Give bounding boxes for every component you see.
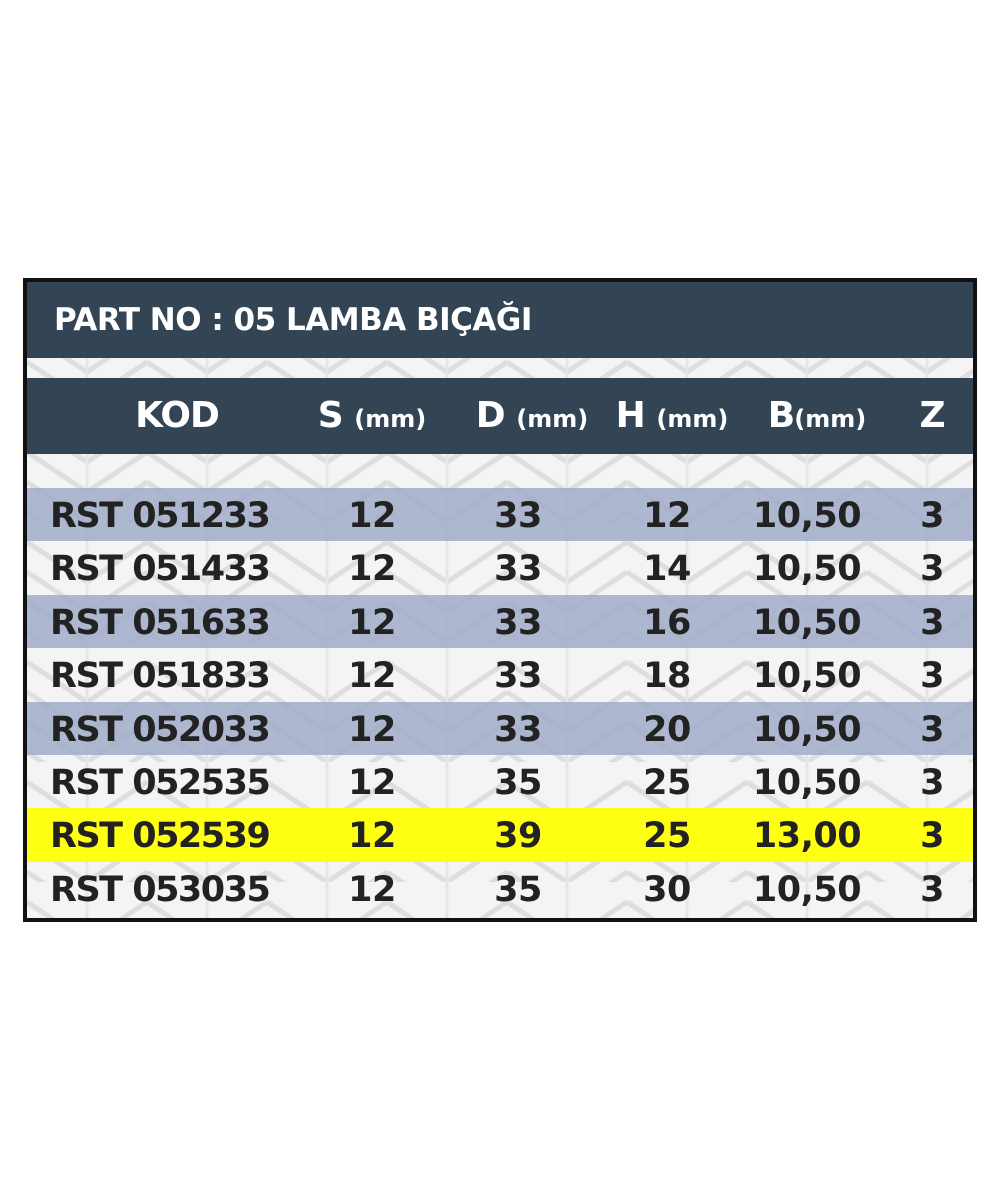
cell-z: 3 [920, 869, 944, 910]
column-header-d: D (mm) [475, 395, 589, 436]
cell-kod: RST 053035 [50, 869, 270, 910]
cell-b: 10,50 [752, 496, 862, 536]
parts-table [23, 278, 977, 922]
cell-z: 3 [920, 602, 944, 643]
cell-d: 33 [494, 549, 542, 590]
column-header-z: Z [919, 395, 945, 436]
table-row [27, 808, 973, 861]
cell-z: 3 [920, 656, 944, 697]
cell-z: 3 [920, 496, 944, 536]
cell-d: 33 [494, 709, 542, 750]
cell-kod: RST 051833 [50, 656, 270, 697]
cell-h: 16 [643, 602, 691, 643]
cell-s: 12 [348, 656, 396, 697]
cell-z: 3 [920, 709, 944, 750]
cell-d: 33 [494, 602, 542, 643]
column-header-h: H (mm) [615, 395, 729, 436]
table-row [27, 862, 973, 915]
cell-s: 12 [348, 602, 396, 643]
table-row [27, 488, 973, 541]
table-title: PART NO : 05 LAMBA BIÇAĞI [27, 282, 973, 358]
column-header-s: S (mm) [317, 395, 427, 436]
cell-s: 12 [348, 816, 396, 857]
cell-b: 13,00 [752, 816, 862, 857]
cell-b: 10,50 [752, 602, 862, 643]
cell-kod: RST 051633 [50, 602, 270, 643]
column-header-row [27, 378, 973, 454]
cell-d: 35 [494, 762, 542, 803]
cell-b: 10,50 [752, 869, 862, 910]
table-row [27, 648, 973, 701]
cell-b: 10,50 [752, 549, 862, 590]
cell-h: 18 [643, 656, 691, 697]
cell-kod: RST 052539 [50, 816, 270, 857]
cell-d: 39 [494, 816, 542, 857]
cell-s: 12 [348, 549, 396, 590]
cell-s: 12 [348, 762, 396, 803]
cell-b: 10,50 [752, 762, 862, 803]
column-header-b: B(mm) [767, 395, 867, 436]
table-row [27, 702, 973, 755]
cell-z: 3 [920, 549, 944, 590]
cell-h: 14 [643, 549, 691, 590]
cell-h: 25 [643, 762, 691, 803]
cell-b: 10,50 [752, 709, 862, 750]
cell-z: 3 [920, 816, 944, 857]
cell-s: 12 [348, 709, 396, 750]
cell-s: 12 [348, 496, 396, 536]
cell-z: 3 [920, 762, 944, 803]
table-body [27, 488, 973, 915]
table-row [27, 595, 973, 648]
cell-d: 33 [494, 656, 542, 697]
cell-h: 20 [643, 709, 691, 750]
cell-kod: RST 052033 [50, 709, 270, 750]
cell-kod: RST 051233 [50, 496, 270, 536]
cell-s: 12 [348, 869, 396, 910]
cell-h: 30 [643, 869, 691, 910]
cell-kod: RST 051433 [50, 549, 270, 590]
table-row [27, 755, 973, 808]
cell-d: 35 [494, 869, 542, 910]
column-header-kod: KOD [135, 395, 219, 436]
cell-b: 10,50 [752, 656, 862, 697]
cell-h: 25 [643, 816, 691, 857]
cell-h: 12 [643, 496, 691, 536]
cell-kod: RST 052535 [50, 762, 270, 803]
cell-d: 33 [494, 496, 542, 536]
table-row [27, 541, 973, 594]
